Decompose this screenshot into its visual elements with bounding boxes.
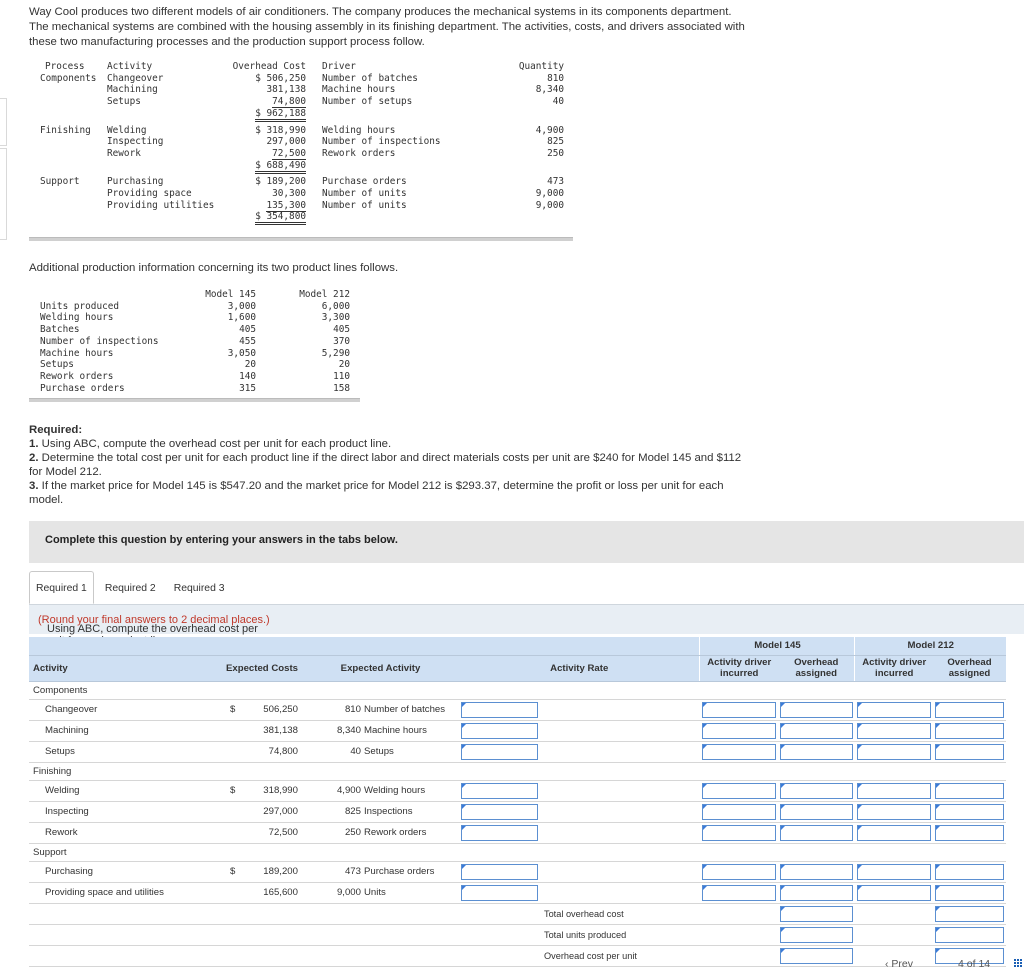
- grid-activity-row: [29, 699, 1006, 720]
- required-item-1: 1. Using ABC, compute the overhead cost per unit for each product line.: [29, 438, 392, 450]
- tab-required-2[interactable]: Required 2: [104, 583, 156, 594]
- model-212-overhead-input[interactable]: [935, 723, 1004, 739]
- rounding-hint: (Round your final answers to 2 decimal places.): [38, 614, 270, 626]
- product-info-table: [29, 287, 360, 399]
- driver-quantity: 9,000: [535, 188, 564, 200]
- model-145-overhead-input[interactable]: [780, 783, 853, 799]
- model-212-overhead-input[interactable]: [935, 702, 1004, 718]
- grid-activity-row: [29, 780, 1006, 801]
- header-activity: Activity: [29, 655, 222, 681]
- expected-activity: 250 Rework orders: [302, 822, 459, 843]
- overhead-cost: $ 506,250: [255, 72, 306, 84]
- activity-label: Rework: [29, 822, 222, 843]
- model-212-total-overhead-input[interactable]: [935, 906, 1004, 922]
- product-row: [40, 348, 350, 360]
- process-name: [40, 136, 107, 148]
- activity-rate-input[interactable]: [461, 744, 538, 760]
- model-145-overhead-input[interactable]: [780, 723, 853, 739]
- activity-name: Inspecting: [107, 136, 164, 148]
- driver-name: Purchase orders: [322, 176, 407, 188]
- driver-name: Machine hours: [322, 84, 396, 96]
- process-name: [40, 188, 107, 200]
- activity-rate-input[interactable]: [461, 702, 538, 718]
- product-row: [40, 359, 350, 371]
- activity-row: [40, 188, 564, 200]
- model-145-value: 455: [239, 335, 256, 347]
- driver-quantity: 4,900: [535, 124, 564, 136]
- driver-quantity: 825: [547, 136, 564, 148]
- product-row: [40, 324, 350, 336]
- model-145-total-overhead-input[interactable]: [780, 906, 853, 922]
- header-driver: Driver: [322, 61, 356, 72]
- instruction-text: Using ABC, compute the overhead cost per (Round your final answers to 2 decimal places.): [38, 614, 270, 635]
- dollar-sign: $: [230, 704, 236, 715]
- model-212-driver-input[interactable]: [857, 864, 931, 880]
- activity-name: Welding: [107, 124, 147, 136]
- expected-cost: 72,500: [222, 822, 302, 843]
- additional-info-text: Additional production information concerning its two product lines follows.: [29, 262, 399, 274]
- model-145-driver-input[interactable]: [702, 885, 776, 901]
- activity-name: Setups: [107, 96, 141, 108]
- overhead-cost: $ 189,200: [255, 176, 306, 188]
- header-expected-activity: Expected Activity: [302, 655, 459, 681]
- model-145-driver-input[interactable]: [702, 702, 776, 718]
- model-212-value: 3,300: [321, 312, 350, 324]
- product-row-label: Welding hours: [40, 312, 114, 324]
- expected-activity: 4,900 Welding hours: [302, 780, 459, 801]
- model-145-driver-input[interactable]: [702, 864, 776, 880]
- process-name: [40, 148, 107, 160]
- model-212-overhead-input[interactable]: [935, 783, 1004, 799]
- product-row-label: Machine hours: [40, 347, 114, 359]
- model-212-value: 110: [333, 370, 350, 382]
- model-212-overhead-input[interactable]: [935, 744, 1004, 760]
- model-145-overhead-input[interactable]: [780, 744, 853, 760]
- activity-label: Setups: [29, 741, 222, 762]
- header-212-driver-incurred: Activity driver incurred: [855, 655, 933, 681]
- activity-name: Purchasing: [107, 176, 164, 188]
- complete-question-text: Complete this question by entering your answers in the tabs below.: [45, 534, 398, 546]
- total-label: Total overhead cost: [540, 903, 700, 924]
- process-total-row: [40, 108, 564, 120]
- product-row: [40, 312, 350, 324]
- driver-quantity: 473: [547, 176, 564, 188]
- grid-menu-icon[interactable]: [1014, 959, 1023, 968]
- product-row-label: Rework orders: [40, 370, 114, 382]
- activity-name: Changeover: [107, 72, 164, 84]
- model-212-value: 158: [333, 382, 350, 394]
- process-total: $ 688,490: [217, 160, 316, 172]
- process-total: $ 354,800: [217, 211, 316, 223]
- expected-cost: $ 318,990: [222, 780, 302, 801]
- model-212-driver-input[interactable]: [857, 825, 931, 841]
- expected-cost: 297,000: [222, 801, 302, 822]
- process-name: [40, 84, 107, 96]
- model-145-value: 3,050: [227, 347, 256, 359]
- product-row-label: Purchase orders: [40, 382, 125, 394]
- model-212-value: 5,290: [321, 347, 350, 359]
- driver-quantity: 250: [547, 147, 564, 159]
- model-212-value: 20: [338, 359, 350, 371]
- activity-row: [40, 136, 564, 148]
- activity-rate-input[interactable]: [461, 825, 538, 841]
- driver-quantity: 810: [547, 72, 564, 84]
- grid-section-row: [29, 762, 1006, 780]
- driver-quantity: 9,000: [535, 199, 564, 211]
- model-212-driver-input[interactable]: [857, 744, 931, 760]
- section-name: Finishing: [29, 762, 222, 780]
- activity-rate-input[interactable]: [461, 804, 538, 820]
- activity-rate-input[interactable]: [461, 885, 538, 901]
- model-145-driver-input[interactable]: [702, 825, 776, 841]
- left-panel-edge: [0, 148, 7, 240]
- overhead-cost: 135,300: [266, 199, 306, 211]
- product-row-label: Units produced: [40, 300, 120, 312]
- activity-name: Providing space: [107, 188, 192, 200]
- total-units-row: [29, 924, 1006, 945]
- header-process: Process: [45, 61, 85, 72]
- model-212-overhead-input[interactable]: [935, 864, 1004, 880]
- tab-required-1[interactable]: Required 1: [29, 571, 94, 604]
- expected-cost: 165,600: [222, 882, 302, 903]
- header-145-driver-incurred: Activity driver incurred: [700, 655, 778, 681]
- model-145-value: 20: [244, 359, 256, 371]
- activity-row: [40, 176, 564, 188]
- activity-table-header: [40, 61, 564, 73]
- section-name: Components: [29, 681, 222, 699]
- process-name: [40, 96, 107, 108]
- model-145-total-units-input[interactable]: [780, 927, 853, 943]
- problem-intro: Way Cool produces two different models of air conditioners. The company produces the mechanical systems in its components department. The mechanical systems are combined with the housing assembly in its finishing department. The activities, costs, and drivers associated with these two manufacturing processes and the production support process follow.: [29, 6, 745, 48]
- grid-activity-row: [29, 822, 1006, 843]
- process-name: Finishing: [40, 124, 91, 136]
- left-panel-edge: [0, 98, 7, 146]
- activity-label: Inspecting: [29, 801, 222, 822]
- model-212-overhead-input[interactable]: [935, 804, 1004, 820]
- driver-name: Number of setups: [322, 96, 413, 108]
- model-145-overhead-input[interactable]: [780, 825, 853, 841]
- header-model-212: Model 212: [299, 289, 350, 300]
- product-row: [40, 336, 350, 348]
- driver-name: Welding hours: [322, 124, 396, 136]
- product-row-label: Number of inspections: [40, 335, 159, 347]
- overhead-cost: $ 318,990: [255, 124, 306, 136]
- activity-row: [40, 200, 564, 212]
- activity-row: [40, 125, 564, 137]
- activity-row: [40, 73, 564, 85]
- instruction-bar: [29, 604, 1024, 634]
- process-total: $ 962,188: [217, 108, 316, 120]
- activity-rate-input[interactable]: [461, 783, 538, 799]
- model-212-driver-input[interactable]: [857, 723, 931, 739]
- model-145-overhead-input[interactable]: [780, 702, 853, 718]
- expected-activity: 40 Setups: [302, 741, 459, 762]
- model-145-value: 3,000: [227, 300, 256, 312]
- header-expected-costs: Expected Costs: [222, 655, 302, 681]
- overhead-cost: 72,500: [272, 147, 306, 159]
- dollar-sign: $: [230, 866, 236, 877]
- page-indicator: 4 of 14: [958, 958, 991, 970]
- product-row: [40, 301, 350, 313]
- model-212-value: 405: [333, 324, 350, 336]
- header-overhead-cost: Overhead Cost: [232, 61, 306, 72]
- activity-label: Changeover: [29, 699, 222, 720]
- model-145-overhead-input[interactable]: [780, 864, 853, 880]
- total-label: Overhead cost per unit: [540, 945, 700, 966]
- driver-name: Number of units: [322, 188, 407, 200]
- model-212-overhead-input[interactable]: [935, 825, 1004, 841]
- product-row: [40, 383, 350, 395]
- total-overhead-row: [29, 903, 1006, 924]
- product-row-label: Batches: [40, 324, 80, 336]
- tab-required-3[interactable]: Required 3: [173, 583, 225, 594]
- process-name: [40, 200, 107, 212]
- header-145-overhead-assigned: Overhead assigned: [778, 655, 855, 681]
- expected-activity: 9,000 Units: [302, 882, 459, 903]
- driver-name: Number of units: [322, 199, 407, 211]
- table-divider: [29, 237, 573, 241]
- dollar-sign: $: [230, 785, 236, 796]
- expected-activity: 825 Inspections: [302, 801, 459, 822]
- grid-activity-row: [29, 801, 1006, 822]
- activity-name: Providing utilities: [107, 199, 215, 211]
- activity-cost-table: [29, 58, 573, 238]
- model-145-driver-input[interactable]: [702, 804, 776, 820]
- total-label: Total units produced: [540, 924, 700, 945]
- model-212-value: 6,000: [321, 300, 350, 312]
- product-row-label: Setups: [40, 359, 74, 371]
- model-145-value: 1,600: [227, 312, 256, 324]
- model-145-value: 140: [239, 370, 256, 382]
- abc-answer-grid: [29, 637, 1006, 967]
- overhead-cost: 381,138: [266, 84, 306, 96]
- driver-quantity: 40: [552, 96, 564, 108]
- model-145-driver-input[interactable]: [702, 783, 776, 799]
- driver-name: Number of batches: [322, 72, 418, 84]
- model-145-driver-input[interactable]: [702, 723, 776, 739]
- grid-activity-row: [29, 882, 1006, 903]
- header-model-145: Model 145: [205, 289, 256, 300]
- activity-label: Welding: [29, 780, 222, 801]
- required-section: [29, 423, 749, 507]
- process-total-row: [40, 211, 564, 223]
- expected-cost: 74,800: [222, 741, 302, 762]
- header-activity: Activity: [107, 61, 153, 72]
- header-quantity: Quantity: [518, 61, 564, 72]
- activity-row: [40, 148, 564, 160]
- activity-rate-input[interactable]: [461, 723, 538, 739]
- grid-section-row: [29, 681, 1006, 699]
- table-divider: [29, 398, 360, 402]
- activity-row: [40, 84, 564, 96]
- model-145-overhead-input[interactable]: [780, 804, 853, 820]
- model-212-driver-input[interactable]: [857, 702, 931, 718]
- expected-cost: $ 506,250: [222, 699, 302, 720]
- process-name: Support: [40, 176, 80, 188]
- expected-cost: $ 189,200: [222, 861, 302, 882]
- prev-button[interactable]: ‹ Prev: [885, 958, 914, 970]
- header-activity-rate: Activity Rate: [459, 655, 700, 681]
- activity-label: Machining: [29, 720, 222, 741]
- expected-activity: 810 Number of batches: [302, 699, 459, 720]
- model-212-driver-input[interactable]: [857, 804, 931, 820]
- process-total-row: [40, 160, 564, 172]
- overhead-cost: 30,300: [272, 188, 306, 200]
- driver-quantity: 8,340: [535, 84, 564, 96]
- activity-label: Providing space and utilities: [29, 882, 222, 903]
- grid-activity-row: [29, 720, 1006, 741]
- grid-activity-row: [29, 741, 1006, 762]
- process-name: Components: [40, 72, 97, 84]
- model-145-driver-input[interactable]: [702, 744, 776, 760]
- overhead-cost: 297,000: [266, 136, 306, 148]
- model-212-value: 370: [333, 335, 350, 347]
- grid-header-row-2: [29, 655, 1006, 681]
- activity-name: Machining: [107, 84, 158, 96]
- expected-activity: 8,340 Machine hours: [302, 720, 459, 741]
- overhead-cost: 74,800: [272, 96, 306, 108]
- activity-rate-input[interactable]: [461, 864, 538, 880]
- required-item-2: 2. Determine the total cost per unit for each product line if the direct labor and direct materials costs per unit are $240 for Model 145 and $112 for Model 212.: [29, 452, 742, 478]
- model-212-total-units-input[interactable]: [935, 927, 1004, 943]
- model-145-value: 315: [239, 382, 256, 394]
- driver-name: Rework orders: [322, 147, 396, 159]
- complete-question-banner: [29, 521, 1024, 563]
- model-212-driver-input[interactable]: [857, 783, 931, 799]
- product-table-header: [40, 289, 350, 301]
- activity-row: [40, 96, 564, 108]
- required-title: Required:: [29, 424, 83, 436]
- expected-cost: 381,138: [222, 720, 302, 741]
- product-row: [40, 371, 350, 383]
- chevron-left-icon: ‹: [885, 958, 889, 970]
- model-145-cost-per-unit-input[interactable]: [780, 948, 853, 964]
- header-model-212: Model 212: [855, 637, 1006, 655]
- header-212-overhead-assigned: Overhead assigned: [933, 655, 1006, 681]
- cost-per-unit-row: [29, 945, 1006, 966]
- grid-activity-row: [29, 861, 1006, 882]
- model-212-overhead-input[interactable]: [935, 885, 1004, 901]
- model-212-driver-input[interactable]: [857, 885, 931, 901]
- driver-name: Number of inspections: [322, 136, 441, 148]
- section-name: Support: [29, 843, 222, 861]
- expected-activity: 473 Purchase orders: [302, 861, 459, 882]
- model-145-value: 405: [239, 324, 256, 336]
- required-tabs: [29, 571, 236, 604]
- required-item-3: 3. If the market price for Model 145 is $547.20 and the market price for Model 212 is $293.37, determine the profit or loss per unit for each model.: [29, 480, 724, 506]
- model-145-overhead-input[interactable]: [780, 885, 853, 901]
- activity-name: Rework: [107, 147, 141, 159]
- header-model-145: Model 145: [700, 637, 855, 655]
- activity-label: Purchasing: [29, 861, 222, 882]
- grid-section-row: [29, 843, 1006, 861]
- grid-header-row-1: [29, 637, 1006, 655]
